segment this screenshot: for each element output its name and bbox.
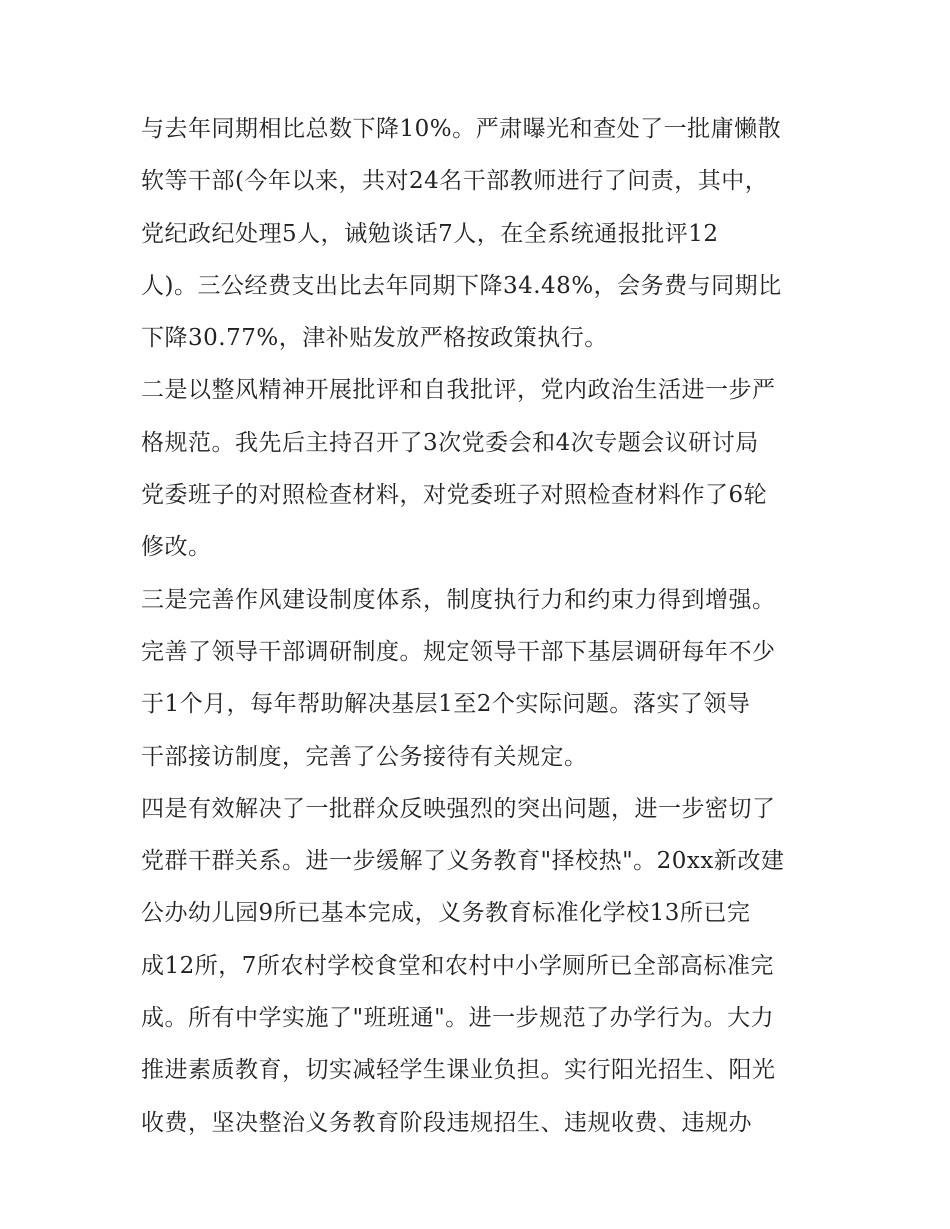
text-line: 格规范。我先后主持召开了3次党委会和4次专题会议研讨局 xyxy=(141,429,759,456)
text-line: 四是有效解决了一批群众反映强烈的突出问题，进一步密切了 xyxy=(141,795,776,822)
text-line: 软等干部(今年以来，共对24名干部教师进行了问责，其中， xyxy=(141,168,769,195)
text-line: 下降30.77%，津补贴发放严格按政策执行。 xyxy=(141,325,608,352)
text-line: 干部接访制度，完善了公务接待有关规定。 xyxy=(141,743,588,770)
text-line: 完善了领导干部调研制度。规定领导干部下基层调研每年不少 xyxy=(141,638,776,665)
text-line: 收费，坚决整治义务教育阶段违规招生、违规收费、违规办 xyxy=(141,1109,752,1136)
text-line: 于1个月，每年帮助解决基层1至2个实际问题。落实了领导 xyxy=(141,691,751,718)
text-line: 人)。三公经费支出比去年同期下降34.48%，会务费与同期比 xyxy=(141,272,782,299)
text-line: 党纪政纪处理5人，诫勉谈话7人，在全系统通报批评12 xyxy=(141,220,719,247)
text-line: 党群干群关系。进一步缓解了义务教育"择校热"。20xx新改建 xyxy=(141,848,785,875)
text-line: 推进素质教育，切实减轻学生课业负担。实行阳光招生、阳光 xyxy=(141,1057,776,1084)
text-line: 与去年同期相比总数下降10%。严肃曝光和查处了一批庸懒散 xyxy=(141,116,782,142)
text-line: 成12所，7所农村学校食堂和农村中小学厕所已全部高标准完 xyxy=(141,952,774,979)
text-line: 三是完善作风建设制度体系，制度执行力和约束力得到增强。 xyxy=(141,586,776,613)
text-line: 二是以整风精神开展批评和自我批评，党内政治生活进一步严 xyxy=(141,377,776,404)
text-line: 公办幼儿园9所已基本完成，义务教育标准化学校13所已完 xyxy=(141,900,751,927)
text-line: 成。所有中学实施了"班班通"。进一步规范了办学行为。大力 xyxy=(141,1005,775,1032)
text-line: 党委班子的对照检查材料，对党委班子对照检查材料作了6轮 xyxy=(141,482,768,509)
text-line: 修改。 xyxy=(141,534,212,561)
body-text xyxy=(141,103,821,1149)
